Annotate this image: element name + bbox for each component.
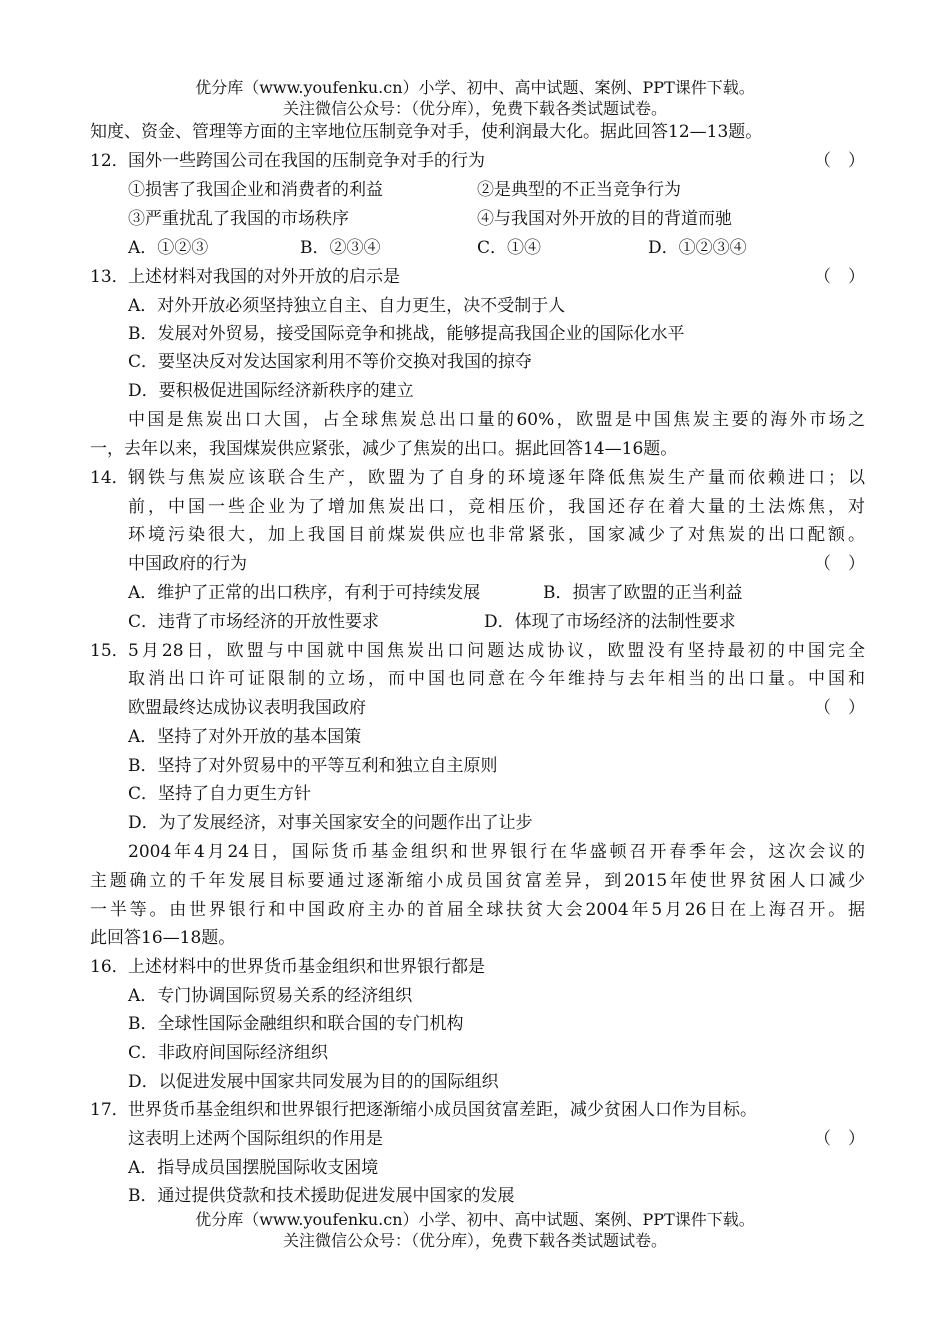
- answer-blank: （ ）: [814, 554, 865, 574]
- q15-stem-line-3: [128, 694, 865, 723]
- question-stem: 欧盟最终达成协议表明我国政府: [128, 698, 366, 718]
- answer-blank: （ ）: [814, 698, 865, 718]
- statement-4: ④与我国对外开放的目的背道而驰: [477, 209, 732, 229]
- q14-stem-line-4: [128, 550, 865, 579]
- question-number: 13．: [90, 267, 129, 287]
- footer-wechat-line: 关注微信公众号：（优分库），免费下载各类试题试卷。: [282, 1231, 667, 1250]
- option-b: B．发展对外贸易，接受国际竞争和挑战，能够提高我国企业的国际化水平: [128, 324, 685, 344]
- question-number: 17．: [90, 1100, 129, 1120]
- statement-3: ③严重扰乱了我国的市场秩序: [128, 209, 349, 229]
- q15-stem-line-1: 5月28日，欧盟与中国就中国焦炭出口问题达成协议，欧盟没有坚持最初的中国完全: [128, 641, 865, 661]
- option-c: C．要坚决反对发达国家利用不等价交换对我国的掠夺: [128, 352, 533, 372]
- option-a: A．维护了正常的出口秩序，有利于可持续发展: [128, 583, 481, 603]
- q15-stem-line-2: 取消出口许可证限制的立场，而中国也同意在今年维持与去年相当的出口量。中国和: [128, 669, 865, 689]
- q12-statements-row-1: [128, 176, 865, 205]
- question-stem: 上述材料中的世界货币基金组织和世界银行都是: [128, 957, 485, 977]
- q17-stem-line-2: [128, 1125, 865, 1154]
- question-stem: 世界货币基金组织和世界银行把逐渐缩小成员国贫富差距，减少贫困人口作为目标。: [128, 1100, 757, 1120]
- q12-options: [128, 234, 865, 263]
- material-3-line-1: 2004年4月24日，国际货币基金组织和世界银行在华盛顿召开春季年会，这次会议的: [128, 842, 865, 862]
- option-c: C．非政府间国际经济组织: [128, 1043, 329, 1063]
- answer-blank: （ ）: [814, 267, 865, 287]
- answer-blank: （ ）: [814, 1129, 865, 1149]
- question-17: [90, 1096, 865, 1125]
- question-number: 16．: [90, 957, 129, 977]
- answer-blank: （ ）: [814, 151, 865, 171]
- option-c: C．违背了市场经济的开放性要求: [128, 612, 380, 632]
- question-stem: 国外一些跨国公司在我国的压制竞争对手的行为: [128, 151, 485, 171]
- header-site-line: 优分库（www.youfenku.cn）小学、初中、高中试题、案例、PPT课件下载。: [195, 78, 755, 97]
- question-13: [90, 263, 865, 292]
- option-b: B．通过提供贷款和技术援助促进发展中国家的发展: [128, 1186, 515, 1206]
- statement-2: ②是典型的不正当竞争行为: [477, 180, 681, 200]
- material-3-line-3: 一半等。由世界银行和中国政府主办的首届全球扶贫大会2004年5月26日在上海召开。据: [90, 900, 865, 920]
- statement-1: ①损害了我国企业和消费者的利益: [128, 180, 383, 200]
- option-b: B．②③④: [300, 238, 381, 258]
- option-d: D．体现了市场经济的法制性要求: [484, 612, 736, 632]
- q14-stem-line-2: 前，中国一些企业为了增加焦炭出口，竞相压价，我国还存在着大量的土法炼焦，对: [128, 497, 865, 517]
- option-d: D．①②③④: [648, 238, 747, 258]
- option-d: D．要积极促进国际经济新秩序的建立: [128, 381, 414, 401]
- header-wechat-line: 关注微信公众号：（优分库），免费下载各类试题试卷。: [282, 99, 667, 118]
- question-stem: 上述材料对我国的对外开放的启示是: [128, 267, 400, 287]
- footer-site-line: 优分库（www.youfenku.cn）小学、初中、高中试题、案例、PPT课件下载。: [195, 1210, 755, 1229]
- option-a: A．①②③: [128, 238, 209, 258]
- q14-options-row-2: [128, 608, 865, 637]
- q12-statements-row-2: [128, 205, 865, 234]
- q14-stem-line-1: 钢铁与焦炭应该联合生产，欧盟为了自身的环境逐年降低焦炭生产量而依赖进口；以: [128, 468, 865, 488]
- option-d: D．以促进发展中国家共同发展为目的的国际组织: [128, 1072, 499, 1092]
- option-a: A．专门协调国际贸易关系的经济组织: [128, 986, 413, 1006]
- question-stem: 中国政府的行为: [128, 554, 247, 574]
- material-3-line-4: 此回答16—18题。: [90, 928, 236, 948]
- question-stem: 这表明上述两个国际组织的作用是: [128, 1129, 383, 1149]
- option-b: B．损害了欧盟的正当利益: [543, 583, 743, 603]
- question-number: 14．: [90, 468, 129, 488]
- option-a: A．指导成员国摆脱国际收支困境: [128, 1158, 379, 1178]
- option-c: C．坚持了自力更生方针: [128, 784, 312, 804]
- material-3-line-2: 主题确立的千年发展目标要通过逐渐缩小成员国贫富差异，到2015年使世界贫困人口减少: [90, 871, 865, 891]
- question-number: 12．: [90, 151, 129, 171]
- option-d: D．为了发展经济，对事关国家安全的问题作出了让步: [128, 813, 533, 833]
- material-2-line-1: 中国是焦炭出口大国，占全球焦炭总出口量的60%，欧盟是中国焦炭主要的海外市场之: [128, 410, 865, 430]
- option-b: B．全球性国际金融组织和联合国的专门机构: [128, 1014, 464, 1034]
- material-1-tail: 知度、资金、管理等方面的主宰地位压制竞争对手，使利润最大化。据此回答12—13题。: [90, 122, 763, 142]
- question-12: [90, 147, 865, 176]
- question-16: [90, 953, 865, 982]
- q14-options-row-1: [128, 579, 865, 608]
- option-a: A．坚持了对外开放的基本国策: [128, 727, 362, 747]
- question-number: 15．: [90, 641, 129, 661]
- q14-stem-line-3: 环境污染很大，加上我国目前煤炭供应也非常紧张，国家减少了对焦炭的出口配额。: [128, 525, 865, 545]
- option-c: C．①④: [477, 238, 542, 258]
- option-a: A．对外开放必须坚持独立自主、自力更生，决不受制于人: [128, 296, 566, 316]
- option-b: B．坚持了对外贸易中的平等互利和独立自主原则: [128, 756, 498, 776]
- material-2-line-2: 一，去年以来，我国煤炭供应紧张，减少了焦炭的出口。据此回答14—16题。: [90, 439, 678, 459]
